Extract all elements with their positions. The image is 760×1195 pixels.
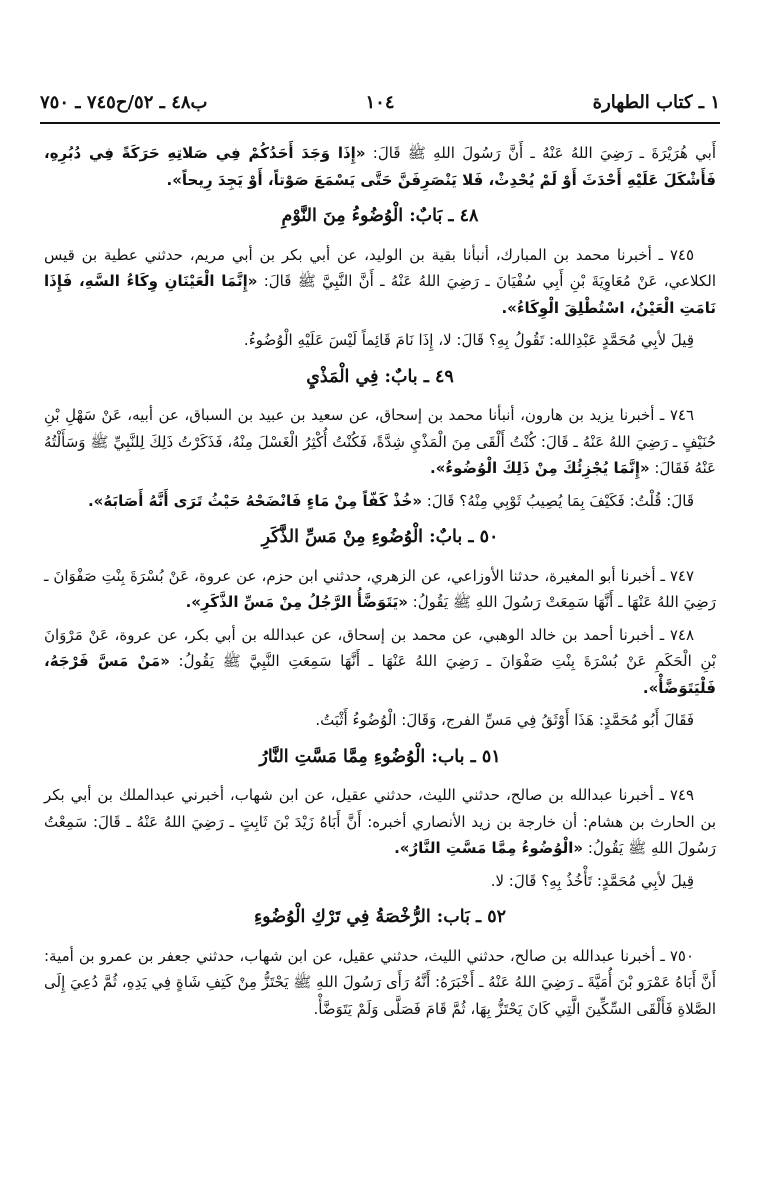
note-745: قِيلَ لأبِي مُحَمَّدٍ عَبْدِالله: تَقُولُ بِهِ؟ قَالَ: لا، إِذَا نَامَ قَائِماً لَيْسَ عَلَيْهِ الْوُضُوءُ. <box>243 331 694 349</box>
hadith-748-quote: «مَنْ مَسَّ فَرْجَهُ، فَلْيَتَوَضَّأْ». <box>44 652 716 697</box>
hadith-747-quote: «يَتَوَضَّأُ الرَّجُلُ مِنْ مَسِّ الذَّكَرِ». <box>185 593 408 611</box>
hadith-748-text: ٧٤٨ ـ أخبرنا أحمد بن خالد الوهبي، عن محمد بن إسحاق، عن عبدالله بن أبي بكر، عن عروة، عَنْ مَرْوَانَ بْنِ الْحَكَمِ عَنْ بُسْرَةَ بِنْتِ صَفْوَانَ ـ رَضِيَ اللهُ عَنْهَا ـ أَنَّهَا سَمِعَتِ النَّبِيَّ ﷺ يَقُولُ: <box>44 625 716 670</box>
chapter-title: ١ ـ كتاب الطهارة <box>592 92 720 113</box>
hadith-749-text: ٧٤٩ ـ أخبرنا عبدالله بن صالح، حدثني الليث، حدثني عقيل، عن ابن شهاب، أخبرني عبدالملك بن أبي بكر بن الحارث بن هشام: أن خارجة بن زيد الأنصاري أخبره: أَنَّ أَبَاهُ زَيْدَ بْنَ ثَابِتٍ ـ رَضِيَ اللهُ عَنْهُ ـ قَالَ: سَمِعْتُ رَسُولَ اللهِ ﷺ يَقُولُ: <box>44 786 716 857</box>
hadith-746-quote: «إِنَّمَا يُجْزِئُكَ مِنْ ذَلِكَ الْوُضُوءُ». <box>430 459 650 477</box>
heading-49: ٤٩ ـ بابٌ: فِي الْمَذْيِ <box>306 366 454 387</box>
hadith-745-quote: «إِنَّمَا الْعَيْنَانِ وِكَاءُ السَّهِ، فَإِذَا نَامَتِ الْعَيْنُ، اسْتُطْلِقَ الْوِكَاءُ». <box>44 272 716 317</box>
note-746-quote: «خُذْ كَفّاً مِنْ مَاءٍ فَانْضَحْهُ حَيْثُ تَرَى أَنَّهُ أَصَابَهُ». <box>87 491 423 510</box>
hadith-746-text: ٧٤٦ ـ أخبرنا يزيد بن هارون، أنبأنا محمد بن إسحاق، عن سعيد بن عبيد بن السباق، عن أبيه، عَنْ سَهْلِ بْنِ حُنَيْفٍ ـ رَضِيَ اللهُ عَنْهُ ـ قَالَ: كُنْتُ أَلْقَى مِنَ الْمَذْيِ شِدَّةً، فَكُنْتُ أُكْثِرُ الْغَسْلَ مِنْهُ، فَذَكَرْتُ ذَلِكَ لِلنَّبِيِّ ﷺ وَسَأَلْتُهُ عَنْهُ فَقَالَ: <box>44 406 716 477</box>
heading-51: ٥١ ـ باب: الْوُضُوءِ مِمَّا مَسَّتِ النَّارُ <box>259 746 501 767</box>
heading-52: ٥٢ ـ بَاب: الرُّخْصَةُ فِي تَرْكِ الْوُضُوءِ <box>253 907 507 927</box>
hadith-745-text: ٧٤٥ ـ أخبرنا محمد بن المبارك، أنبأنا بقية بن الوليد، عن أبي بكر بن أبي مريم، حدثني عطية بن قيس الكلاعي، عَنْ مُعَاوِيَةَ بْنِ أَبِي سُفْيَانَ ـ رَضِيَ اللهُ عَنْهُ ـ أَنَّ النَّبِيَّ ﷺ قَالَ: <box>44 245 716 290</box>
hadith-750: ٧٥٠ ـ أخبرنا عبدالله بن صالح، حدثني الليث، حدثني عقيل، عن ابن شهاب، حدثني جعفر بن عمرو بن أمية: أَنَّ أَبَاهُ عَمْرَو بْنَ أُمَيَّةَ ـ رَضِيَ اللهُ عَنْهُ ـ أَخْبَرَهُ: أَنَّهُ رَأَى رَسُولَ اللهِ ﷺ يَحْتَزُّ مِنْ كَتِفِ شَاةٍ فِي يَدِهِ، ثُمَّ دُعِيَ إِلَى الصَّلاةِ فَأَلْقَى السِّكِّينَ الَّتِي كَانَ يَحْتَزُّ بِهَا، ثُمَّ قَامَ فَصَلَّى وَلَمْ يَتَوَضَّأْ. <box>44 946 716 1018</box>
hadith-748 <box>44 622 716 702</box>
page-header <box>40 88 720 124</box>
heading-48: ٤٨ ـ بَابٌ: الْوُضُوءُ مِنَ النَّوْمِ <box>281 206 479 226</box>
note-746-text: قَالَ: قُلْتُ: فَكَيْفَ بِمَا يُصِيبُ ثَوْبِي مِنْهُ؟ قَالَ: <box>422 491 694 510</box>
note-748: فَقَالَ أَبُو مُحَمَّدٍ: هَذَا أَوْثَقُ فِي مَسِّ الفرج، وَقَالَ: الْوُضُوءُ أَثْبَتُ. <box>315 711 694 729</box>
heading-50: ٥٠ ـ بابٌ: الْوُضُوءِ مِنْ مَسِّ الذَّكَرِ <box>261 527 499 547</box>
hadith-746 <box>44 402 716 482</box>
hadith-749-quote: «الْوُضُوءُ مِمَّا مَسَّتِ النَّارُ». <box>394 839 584 857</box>
page-body <box>44 140 716 1028</box>
hadith-747-text: ٧٤٧ ـ أخبرنا أبو المغيرة، حدثنا الأوزاعي، عن الزهري، حدثني ابن حزم، عن عروة، عَنْ بُسْرَةَ بِنْتِ صَفْوَانَ ـ رَضِيَ اللهُ عَنْهَا ـ أَنَّهَا سَمِعَتْ رَسُولَ اللهِ ﷺ يَقُولُ: <box>44 566 716 611</box>
intro-text: أَبي هُرَيْرَةَ ـ رَضِيَ اللهُ عَنْهُ ـ أَنَّ رَسُولَ اللهِ ﷺ قَالَ: <box>365 144 716 162</box>
hadith-747 <box>44 563 716 616</box>
page-number: ١٠٤ <box>365 92 395 113</box>
intro-paragraph <box>44 140 716 193</box>
hadith-745 <box>44 242 716 322</box>
section-reference: ب٤٨ ـ ٥٢/ح٧٤٥ ـ ٧٥٠ <box>40 92 208 113</box>
note-746 <box>44 488 716 515</box>
intro-hadith: «إِذَا وَجَدَ أَحَدُكُمْ فِي صَلاتِهِ حَرَكَةً فِي دُبُرِهِ، فَأَشْكَلَ عَلَيْهِ أَحْدَثَ أَوْ لَمْ يُحْدِثْ، فَلا يَنْصَرِفَنَّ حَتَّى يَسْمَعَ صَوْتاً، أَوْ يَجِدَ رِيحاً». <box>44 144 716 189</box>
note-749: قِيلَ لأبِي مُحَمَّدٍ: تَأْخُذُ بِهِ؟ قَالَ: لا. <box>490 871 694 890</box>
hadith-749 <box>44 782 716 862</box>
